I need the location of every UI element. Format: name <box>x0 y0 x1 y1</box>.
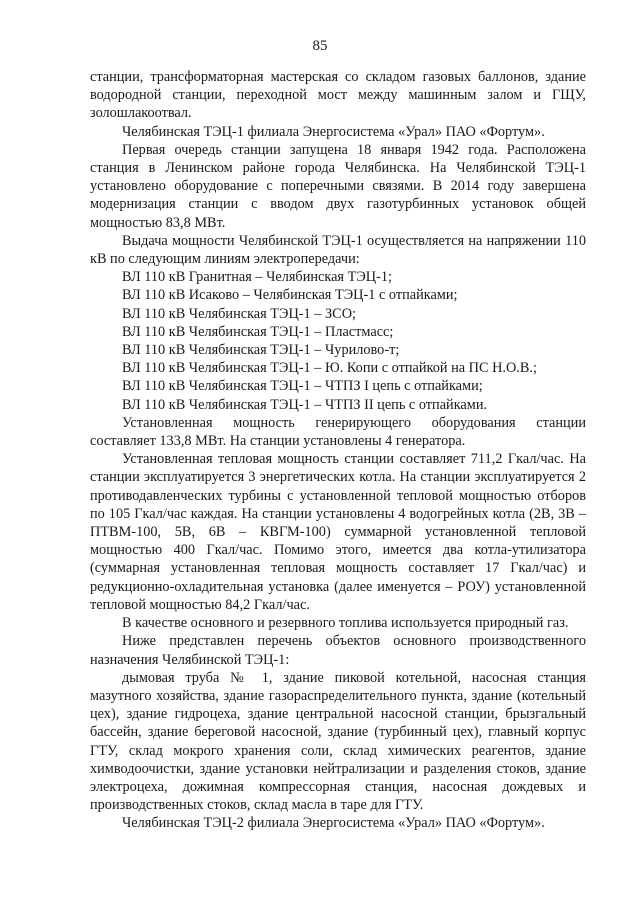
power-line-list <box>90 268 586 414</box>
paragraph-objects-intro: Ниже представлен перечень объектов основного производственного назначения Челябинской ТЭЦ-1: <box>90 633 586 668</box>
paragraph-installed-capacity: Установленная мощность генерирующего оборудования станции составляет 133,8 МВт. На станции установлены 4 генератора. <box>90 414 586 450</box>
document-body <box>90 68 586 833</box>
power-line-item: ВЛ 110 кВ Челябинская ТЭЦ-1 – Ю. Копи с отпайкой на ПС Н.О.В.; <box>122 360 537 377</box>
power-line-item: ВЛ 110 кВ Челябинская ТЭЦ-1 – Пластмасс; <box>122 323 394 340</box>
paragraph-chp1-history: Первая очередь станции запущена 18 января 1942 года. Расположена станция в Ленинском районе города Челябинска. На Челябинской ТЭЦ-1 установлено оборудование с поперечными связями. В 2014 году завершена модернизация станции с вводом двух газотурбинных установок общей мощностью 83,8 МВт. <box>90 141 586 231</box>
power-line-item: ВЛ 110 кВ Челябинская ТЭЦ-1 – Чурилово-т; <box>122 342 400 359</box>
power-line-item: ВЛ 110 кВ Челябинская ТЭЦ-1 – ЗСО; <box>122 305 356 322</box>
power-line-item: ВЛ 110 кВ Челябинская ТЭЦ-1 – ЧТПЗ II цепь с отпайками. <box>122 396 488 413</box>
paragraph-chp1-heading: Челябинская ТЭЦ-1 филиала Энергосистема «Урал» ПАО «Фортум». <box>122 123 545 140</box>
paragraph-continuation: станции, трансформаторная мастерская со складом газовых баллонов, здание водородной станции, переходной мост между машинным залом и ГЩУ, золошлакоотвал. <box>90 69 586 122</box>
paragraph-fuel: В качестве основного и резервного топлива используется природный газ. <box>122 615 569 632</box>
page-number: 85 <box>312 38 328 54</box>
paragraph-thermal-capacity: Установленная тепловая мощность станции составляет 711,2 Гкал/час. На станции эксплуатируется 3 энергетических котла. На станции эксплуатируется 2 противодавленческих турбины с установленной тепловой мощностью отборов по 105 Гкал/час каждая. На станции установлены 4 водогрейных котла (2В, 3В – ПТВМ-100, 5В, 6В – КВГМ-100) суммарной установленной тепловой мощностью 400 Гкал/час. Помимо этого, имеется два котла-утилизатора (суммарная установленная тепловая мощность составляет 17 Гкал/час) и редукционно-охладительная установка (далее именуется – РОУ) установленной тепловой мощностью 84,2 Гкал/час. <box>90 451 586 613</box>
paragraph-chp2-heading: Челябинская ТЭЦ-2 филиала Энергосистема «Урал» ПАО «Фортум». <box>122 815 545 832</box>
paragraph-objects-list: дымовая труба № 1, здание пиковой котельной, насосная станция мазутного хозяйства, здание газораспределительного пункта, здание (котельный цех), здание гидроцеха, здание центральной насосной станции, брызгальный бассейн, здание береговой насосной, здание (турбинный цех), главный корпус ГТУ, склад мокрого хранения соли, склад химических реагентов, здание химводоочистки, здание установки нейтрализации и разделения стоков, здание электроцеха, дожимная компрессорная станция, насосная дождевых и производственных стоков, склад масла в таре для ГТУ. <box>90 669 586 814</box>
paragraph-power-output: Выдача мощности Челябинской ТЭЦ-1 осуществляется на напряжении 110 кВ по следующим линиям электропередачи: <box>90 232 586 268</box>
power-line-item: ВЛ 110 кВ Гранитная – Челябинская ТЭЦ-1; <box>122 269 392 286</box>
power-line-item: ВЛ 110 кВ Исаково – Челябинская ТЭЦ-1 с отпайками; <box>122 287 458 304</box>
power-line-item: ВЛ 110 кВ Челябинская ТЭЦ-1 – ЧТПЗ I цепь с отпайками; <box>122 378 483 395</box>
